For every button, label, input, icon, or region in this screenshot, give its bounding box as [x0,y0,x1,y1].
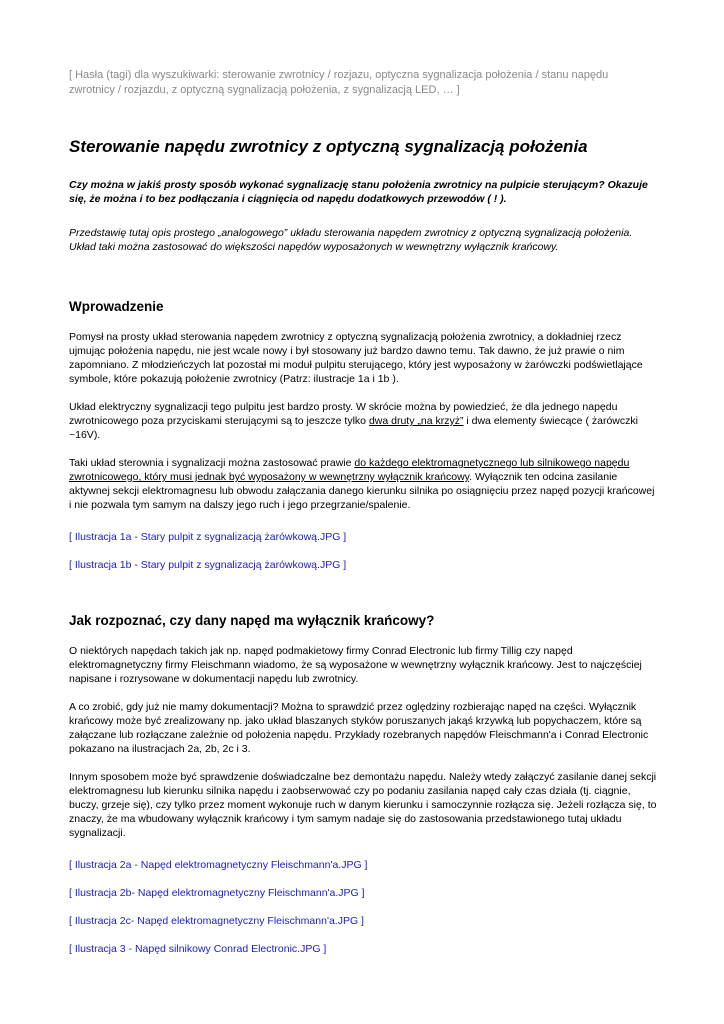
illustration-link-2c[interactable]: [ Ilustracja 2c- Napęd elektromagnetyczny Fleischmann'a.JPG ] [69,915,364,927]
document-page [69,68,657,956]
text-run: . Wyłącznik ten odcina zasilanie aktywnej sekcji elektromagnesu lub obwodu załączania danego kierunku silnika po osiągnięciu przez napęd pozycji krańcowej i nie pozwala tym samym na dalszy jego ruch i jego przegrzanie/spalenie. [69,471,655,511]
illustration-link-1a[interactable]: [ Ilustracja 1a - Stary pulpit z sygnalizacją żarówkową.JPG ] [69,531,347,543]
intro-paragraph: Przedstawię tutaj opis prostego „analogowego” układu sterowania napędem zwrotnicy z optyczną sygnalizacją położenia. Układ taki można zastosować do większości napędów wyposażonych w wewnętrzny wyłącznik krańcowy. [69,227,633,253]
text-run: i dwa elementy świecące ( żarówczki ~16V). [69,415,638,441]
section1-paragraph-3 [69,456,657,512]
section2-paragraph-3: Innym sposobem może być sprawdzenie doświadczalne bez demontażu napędu. Należy wtedy załączyć zasilanie danej sekcji elektromagnesu lub kierunku silnika napędu i zaobserwować czy po podaniu zasilania napęd cały czas działa (tj. ciągnie, buczy, grzeje się), czy tylko przez moment wykonuje ruch w danym kierunku i samoczynnie rozłącza się. Jeżeli rozłącza się, to znaczy, że ma wbudowany wyłącznik krańcowy i tym samym nadaje się do zastosowania przedstawionego tutaj układu sygnalizacji. [69,771,657,839]
section2-paragraph-2: A co zrobić, gdy już nie mamy dokumentacji? Można to sprawdzić przez oględziny rozbierając napęd na części. Wyłącznik krańcowy może być zrealizowany np. jako układ blaszanych styków poruszanych jakąś krzywką lub popychaczem, które są załączane lub rozłączane zależnie od położenia napędu. Przykłady rozebranych napędów Fleischmann'a i Conrad Electronic pokazano na ilustracjach 2a, 2b, 2c i 3. [69,701,649,755]
document-title: Sterowanie napędu zwrotnicy z optyczną sygnalizacją położenia [69,137,588,156]
lead-question: Czy można w jakiś prosty sposób wykonać sygnalizację stanu położenia zwrotnicy na pulpicie sterującym? Okazuje się, że można i to bez podłączania i ciągnięcia od napędu dodatkowych przewodów ( ! ). [69,179,648,205]
illustration-link-1b[interactable]: [ Ilustracja 1b - Stary pulpit z sygnalizacją żarówkową.JPG ] [69,559,347,571]
search-tags: [ Hasła (tagi) dla wyszukiwarki: sterowanie zwrotnicy / rozjazu, optyczna sygnalizacja położenia / stanu napędu zwrotnicy / rozjazdu, z optyczną sygnalizacją położenia, z sygnalizacją LED, … ] [69,69,609,96]
text-run: Układ elektryczny sygnalizacji tego pulpitu jest bardzo prosty. W skrócie można by powiedzieć, że dla jednego napędu zwrotnicowego poza przyciskami sterującymi są to jeszcze tylko [69,401,618,427]
underlined-text: dwa druty „na krzyż” [368,415,464,427]
section-heading-limit-switch: Jak rozpoznać, czy dany napęd ma wyłącznik krańcowy? [69,613,435,628]
section1-paragraph-2 [69,400,657,442]
section2-paragraph-1: O niektórych napędach takich jak np. napęd podmakietowy firmy Conrad Electronic lub firmy Tillig czy napęd elektromagnetyczny firmy Fleischmann wiadomo, że są wyposażone w wewnętrzny wyłącznik krańcowy. Jest to najczęściej napisane i rozrysowane w dokumentacji napędu lub zwrotnicy. [69,645,642,685]
underlined-text: do każdego elektromagnetycznego lub silnikowego napędu zwrotnicowego, który musi jednak być wyposażony w wewnętrzny wyłącznik krańcowy [69,457,630,483]
text-run: Taki układ sterownia i sygnalizacji można zastosować prawie [69,457,355,469]
illustration-link-3[interactable]: [ Ilustracja 3 - Napęd silnikowy Conrad Electronic.JPG ] [69,943,327,955]
illustration-link-2a[interactable]: [ Ilustracja 2a - Napęd elektromagnetyczny Fleischmann'a.JPG ] [69,859,368,871]
section1-paragraph-1: Pomysł na prosty układ sterowania napędem zwrotnicy z optyczną sygnalizacją położenia zwrotnicy, a dokładniej rzecz ujmując położenia napędu, nie jest wcale nowy i był stosowany już bardzo dawno temu. Tak dawno, że już prawie o nim zapomniano. Z młodzieńczych lat pozostał mi moduł pulpitu sterującego, który jest wyposażony w żarówczki podświetlające symbole, które pokazują położenie zwrotnicy (Patrz: ilustracje 1a i 1b ). [69,331,643,385]
section-heading-wprowadzenie: Wprowadzenie [69,299,164,314]
illustration-link-2b[interactable]: [ Ilustracja 2b- Napęd elektromagnetyczny Fleischmann'a.JPG ] [69,887,365,899]
